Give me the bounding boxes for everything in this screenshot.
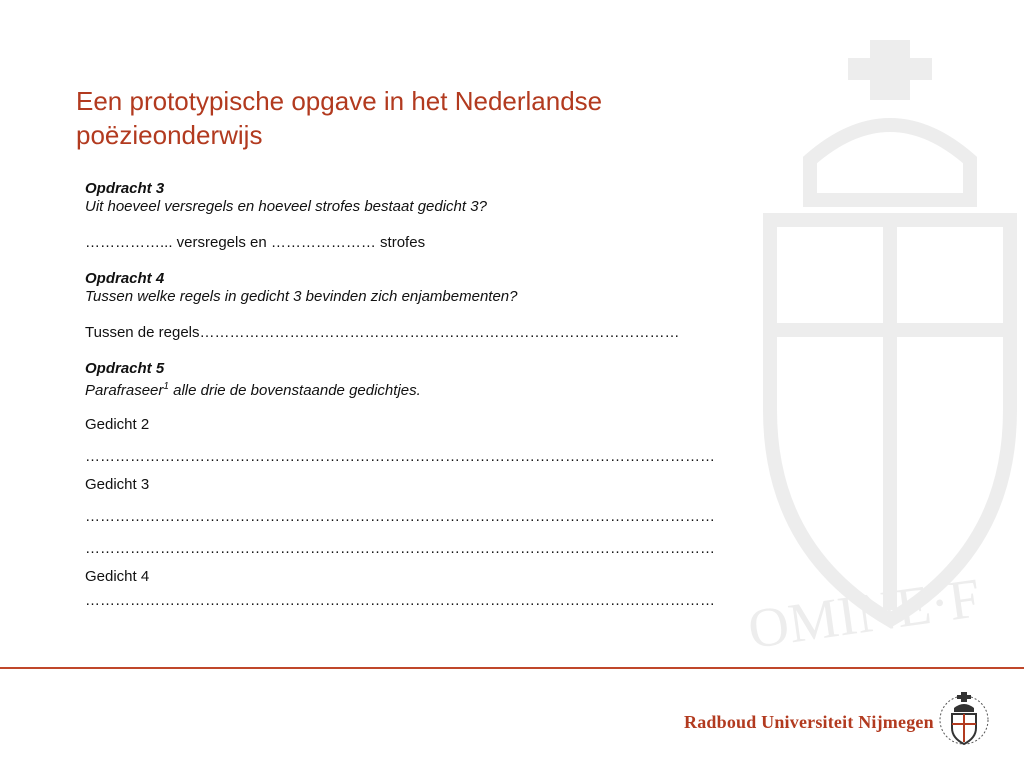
exercise-4-heading: Opdracht 4 [85,270,165,287]
footnote-marker: 1 [163,381,169,392]
gedicht-3-answer-line-1: ……………………………………………………………………………………………………………… [85,508,715,525]
radboud-shield-watermark-icon [730,30,1024,670]
exercise-5-question-rest: alle drie de bovenstaande gedichtjes. [168,382,421,399]
exercise-5-question-main: Parafraseer [85,382,164,399]
title-line-2: poëzieonderwijs [76,120,263,150]
university-name: Radboud Universiteit Nijmegen [684,712,934,732]
gedicht-3-label: Gedicht 3 [85,476,150,493]
exercise-4-question: Tussen welke regels in gedicht 3 bevinden zich enjambementen? [85,288,518,305]
exercise-3-answer-line: ……………... versregels en ………………… strofes [85,234,426,251]
svg-text:OMINE·F: OMINE·F [744,567,985,661]
exercise-3-heading: Opdracht 3 [85,180,165,197]
gedicht-3-answer-line-2: ……………………………………………………………………………………………………………… [85,540,715,557]
exercise-4-answer-line: Tussen de regels…………………………………………………………………………………… [85,324,680,341]
exercise-5-question [85,378,735,400]
exercise-sheet [85,180,735,610]
exercise-5-heading: Opdracht 5 [85,360,165,377]
radboud-seal-icon [936,688,992,748]
exercise-3-question: Uit hoeveel versregels en hoeveel strofes bestaat gedicht 3? [85,198,487,215]
gedicht-2-answer-line: ……………………………………………………………………………………………………………… [85,448,715,465]
title-line-1: Een prototypische opgave in het Nederlandse [76,86,603,116]
gedicht-4-label: Gedicht 4 [85,568,150,585]
gedicht-4-answer-line: ……………………………………………………………………………………………………………… [85,592,715,609]
footer-divider [0,667,1024,669]
gedicht-2-label: Gedicht 2 [85,416,150,433]
page-title [76,84,756,152]
